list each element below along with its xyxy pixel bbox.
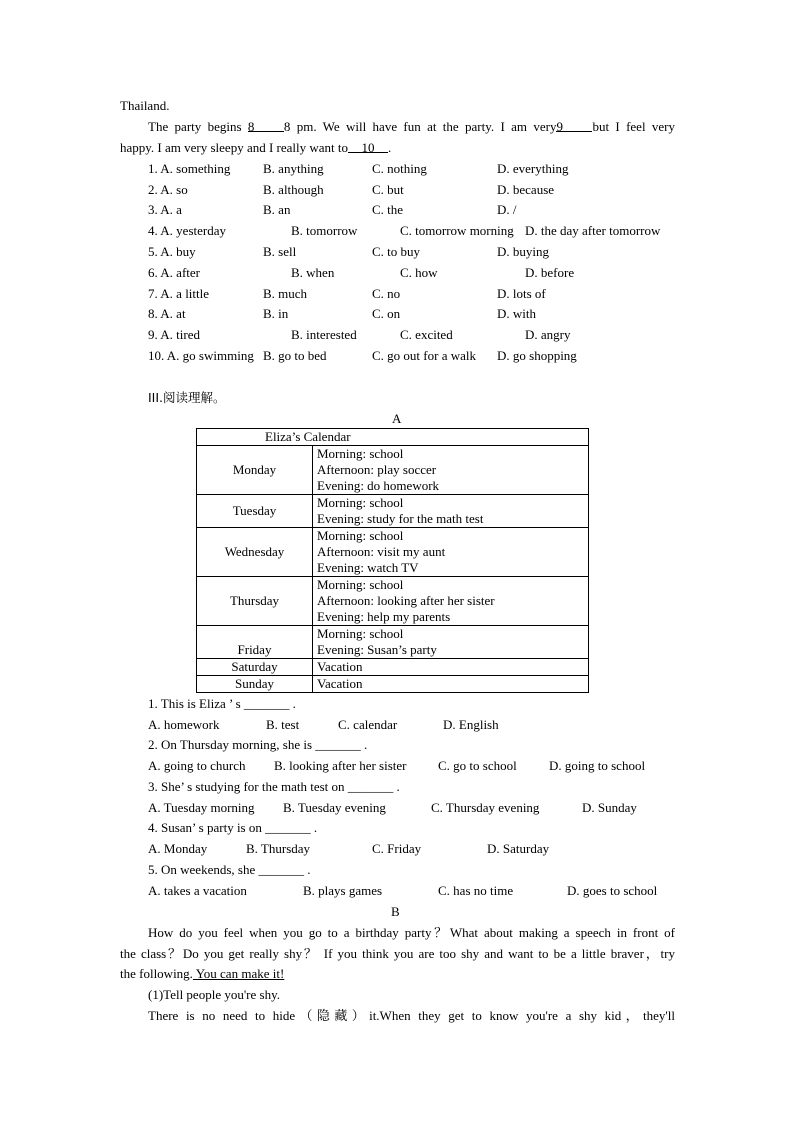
question-1: 1. This is Eliza ’ s _______ . [148,696,296,711]
passage-line-2 [120,140,391,156]
option: B. anything [263,161,324,176]
activity: Morning: school [317,626,404,641]
option: 3. A. a [148,202,182,217]
question-4: 4. Susan’ s party is on _______ . [148,820,318,835]
option: D. buying [497,244,549,259]
option: D. goes to school [567,883,658,898]
saturday-activity: Vacation [313,659,589,676]
activity: Evening: help my parents [317,609,451,624]
option: B. Thursday [246,841,311,856]
option: C. nothing [372,161,427,176]
option: D. Saturday [487,841,550,856]
option: B. sell [263,244,297,259]
activity: Morning: school [317,495,404,510]
option: D. the day after tomorrow [525,223,661,238]
option: 5. A. buy [148,244,196,259]
activity: Morning: school [317,446,404,461]
eliza-calendar-table [196,428,589,693]
option: C. but [372,182,404,197]
monday-activities [313,446,589,495]
sunday-activity: Vacation [313,676,589,693]
option: B. looking after her sister [274,758,407,773]
question-2: 2. On Thursday morning, she is _______ . [148,737,368,752]
day-tuesday: Tuesday [197,495,313,528]
option: C. go to school [438,758,517,773]
day-friday: Friday [197,626,313,659]
option: D. before [525,265,575,280]
option: B. an [263,202,291,217]
passage-a-label: A [392,411,402,426]
option: C. how [400,265,438,280]
activity: Morning: school [317,577,404,592]
day-sunday: Sunday [197,676,313,693]
passage-b-line-2: the class？Do you get really shy？ If you think you are too shy and want to be a little braver，try [120,946,675,961]
option: A. Tuesday morning [148,800,255,815]
option: C. on [372,306,401,321]
option: 8. A. at [148,306,186,321]
option: D. go shopping [497,348,577,363]
day-monday: Monday [197,446,313,495]
blank-10: 10 [348,140,388,153]
text-fragment: happy. I am very sleepy and I really want to [120,140,349,155]
option: 2. A. so [148,182,188,197]
underlined-phrase: You can make it! [192,966,285,981]
day-saturday: Saturday [197,659,313,676]
option: D. angry [525,327,571,342]
option: 7. A. a little [148,286,210,301]
option: D. lots of [497,286,546,301]
activity: Evening: do homework [317,478,440,493]
activity: Evening: study for the math test [317,511,484,526]
friday-activities [313,626,589,659]
tip-heading: (1)Tell people you're shy. [148,987,280,1002]
option: C. has no time [438,883,514,898]
passage-line-1 [148,119,675,135]
option: B. plays games [303,883,383,898]
continued-text: Thailand. [120,98,170,113]
activity: Evening: Susan’s party [317,642,437,657]
option: C. no [372,286,401,301]
text-fragment: the following. [120,966,193,981]
option: C. excited [400,327,453,342]
option: B. much [263,286,308,301]
calendar-title: Eliza’s Calendar [197,429,589,446]
option: B. tomorrow [291,223,358,238]
wednesday-activities [313,528,589,577]
passage-b-label: B [391,904,400,919]
text-fragment: . [388,140,392,155]
passage-b-line-5: There is no need to hide（隐藏）it.When they get to know you're a shy kid，they'll [148,1008,675,1023]
activity: Evening: watch TV [317,560,419,575]
option: A. Monday [148,841,208,856]
option: A. takes a vacation [148,883,247,898]
option: C. Friday [372,841,422,856]
option: B. Tuesday evening [283,800,386,815]
question-5: 5. On weekends, she _______ . [148,862,311,877]
option: D. because [497,182,555,197]
activity: Afternoon: play soccer [317,462,437,477]
option: D. English [443,717,499,732]
option: 1. A. something [148,161,231,176]
passage-b-line-3 [120,966,284,982]
option: C. to buy [372,244,421,259]
option: B. when [291,265,335,280]
blank-9: 9 [556,119,592,132]
option: D. / [497,202,517,217]
blank-8: 8 [248,119,284,132]
activity: Afternoon: visit my aunt [317,544,446,559]
text-fragment: 8 pm. We will have fun at the party. I am very [283,119,557,134]
activity: Morning: school [317,528,404,543]
option: C. tomorrow morning [400,223,514,238]
text-fragment: The party begins [148,119,248,134]
section-heading: III.阅读理解。 [148,390,226,405]
text-fragment: but I feel very [592,119,675,134]
option: B. in [263,306,289,321]
option: 4. A. yesterday [148,223,226,238]
option: B. although [263,182,324,197]
option: 9. A. tired [148,327,200,342]
question-3: 3. She’ s studying for the math test on _______ . [148,779,400,794]
passage-b-line-1: How do you feel when you go to a birthday party？What about making a speech in front of [148,925,675,940]
option: 10. A. go swimming [148,348,254,363]
option: B. interested [291,327,357,342]
option: D. everything [497,161,569,176]
option: B. test [266,717,300,732]
option: C. the [372,202,404,217]
option: C. go out for a walk [372,348,476,363]
day-wednesday: Wednesday [197,528,313,577]
option: A. going to church [148,758,246,773]
day-thursday: Thursday [197,577,313,626]
option: D. with [497,306,536,321]
option: D. Sunday [582,800,637,815]
activity: Afternoon: looking after her sister [317,593,495,608]
option: B. go to bed [263,348,327,363]
option: C. calendar [338,717,398,732]
option: 6. A. after [148,265,200,280]
thursday-activities [313,577,589,626]
tuesday-activities [313,495,589,528]
option: C. Thursday evening [431,800,540,815]
option: A. homework [148,717,220,732]
option: D. going to school [549,758,646,773]
